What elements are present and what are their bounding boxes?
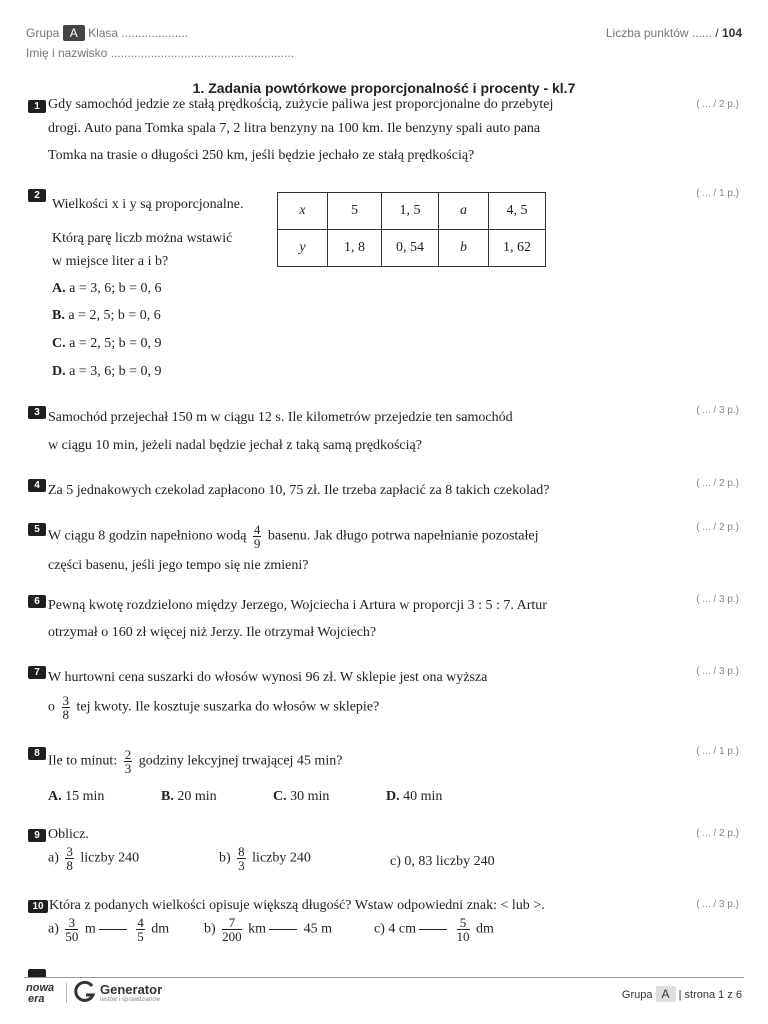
generator-logo — [74, 980, 96, 1009]
task-number: 10 — [28, 900, 48, 913]
class-field[interactable]: .................... — [121, 26, 189, 40]
footer-group-label: Grupa — [621, 989, 653, 1001]
nowa-era-logo: nowa era — [26, 982, 55, 1005]
task-number: 4 — [28, 479, 46, 492]
generator-g-icon — [74, 980, 96, 1004]
task-number: 5 — [28, 523, 46, 536]
task-points: ( ... / 3 p.) — [696, 594, 739, 605]
table-cell: x — [299, 203, 306, 218]
task-number: 7 — [28, 666, 46, 679]
task-number: 8 — [28, 747, 46, 760]
next-task-marker — [28, 969, 46, 977]
task-points: ( ... / 2 p.) — [696, 478, 739, 489]
task-text: Za 5 jednakowych czekolad zapłacono 10, 75 zł. Ile trzeba zapłacić za 8 takich czekolad? — [48, 483, 550, 498]
answer-option[interactable]: D. 40 min — [386, 789, 443, 804]
subtask: a) $\frac{3}{8}$ liczby 240 — [48, 844, 140, 873]
table-cell: 4, 5 — [489, 193, 546, 230]
subtask: a) $\frac{3}{50}$ m $\frac{4}{5}$ dm — [48, 915, 170, 944]
task-text: części basenu, jeśli jego tempo się nie zmieni? — [48, 558, 309, 573]
subtask: c) 0, 83 liczby 240 — [390, 854, 495, 869]
task-text: Tomka na trasie o długości 250 km, jeśli będzie jechało ze stałą prędkością? — [48, 148, 475, 163]
table-cell: b — [460, 240, 467, 255]
points-total: 104 — [721, 26, 742, 40]
task-text: Pewną kwotę rozdzielono między Jerzego, Wojciecha i Artura w proporcji 3 : 5 : 7. Artur — [48, 598, 547, 613]
task-text: Oblicz. — [48, 827, 89, 842]
fraction: $\frac{3}{8}$ — [66, 844, 73, 873]
generator-subtitle: testów i sprawdzianów — [100, 997, 161, 1003]
task-text: Którą parę liczb można wstawić — [52, 231, 233, 246]
table-cell: 5 — [328, 193, 382, 230]
task-points: ( ... / 2 p.) — [696, 522, 739, 533]
task-points: ( ... / 3 p.) — [696, 899, 739, 910]
name-label: Imię i nazwisko — [26, 46, 108, 60]
fraction: $\frac{2}{3}$ — [124, 747, 132, 776]
task-text: w miejsce liter a i b? — [52, 254, 169, 269]
fraction: $\frac{3}{50}$ — [65, 915, 79, 944]
header-group — [26, 26, 188, 40]
task-points: ( ... / 2 p.) — [696, 99, 739, 110]
task-text: W hurtowni cena suszarki do włosów wynosi 96 zł. W sklepie jest ona wyższa — [48, 670, 488, 685]
task-text: Samochód przejechał 150 m w ciągu 12 s. Ile kilometrów przejedzie ten samochód — [48, 410, 513, 425]
proportion-table — [277, 192, 546, 267]
logo-divider — [66, 983, 67, 1003]
task-text: Która z podanych wielkości opisuje większą długość? Wstaw odpowiedni znak: < lub >. — [49, 898, 545, 913]
generator-title: Generator — [100, 982, 163, 997]
table-cell: 0, 54 — [382, 230, 439, 267]
task-text: drogi. Auto pana Tomka spala 7, 2 litra benzyny na 100 km. Ile benzyny spali auto pana — [48, 121, 541, 136]
table-cell: 1, 8 — [328, 230, 382, 267]
answer-option[interactable]: A. 15 min — [48, 789, 105, 804]
task-points: ( ... / 1 p.) — [696, 746, 739, 757]
answer-option[interactable]: C. 30 min — [273, 789, 330, 804]
subtask: b) $\frac{7}{200}$ km 45 m — [204, 915, 332, 944]
points-field[interactable]: ...... — [691, 26, 712, 40]
answer-option[interactable]: A. a = 3, 6; b = 0, 6 — [52, 281, 162, 296]
comparison-blank[interactable] — [269, 929, 297, 930]
answer-option[interactable]: D. a = 3, 6; b = 0, 9 — [52, 364, 162, 379]
footer-page-info — [622, 987, 742, 1001]
footer-group-badge: A — [656, 986, 676, 1002]
task-text: Gdy samochód jedzie ze stałą prędkością, zużycie paliwa jest proporcjonalne do przebytej — [48, 97, 554, 112]
points-label: Liczba punktów — [605, 26, 689, 40]
task-text: W ciągu 8 godzin napełniono wodą $\frac{4}{9}$ basenu. Jak długo potrwa napełnianie pozostałej — [48, 522, 539, 551]
task-text: Wielkości x i y są proporcjonalne. — [52, 197, 244, 212]
task-number: 6 — [28, 595, 46, 608]
answer-option[interactable]: C. a = 2, 5; b = 0, 9 — [52, 336, 162, 351]
task-number: 2 — [28, 189, 46, 202]
table-cell: y — [299, 240, 306, 255]
header-points — [606, 26, 742, 40]
header-name — [26, 46, 294, 60]
name-field[interactable]: ....................................................... — [110, 46, 295, 60]
task-text: w ciągu 10 min, jeżeli nadal będzie jechał z taką samą prędkością? — [48, 438, 422, 453]
table-cell: a — [460, 203, 467, 218]
comparison-blank[interactable] — [99, 929, 127, 930]
fraction: $\frac{4}{5}$ — [137, 915, 144, 944]
answer-option[interactable]: B. a = 2, 5; b = 0, 6 — [52, 308, 161, 323]
task-number: 3 — [28, 406, 46, 419]
task-text: Ile to minut: $\frac{2}{3}$ godziny lekcyjnej trwającej 45 min? — [48, 747, 343, 776]
subtask: b) $\frac{8}{3}$ liczby 240 — [219, 844, 311, 873]
group-label: Grupa — [26, 26, 60, 40]
answer-option[interactable]: B. 20 min — [161, 789, 217, 804]
task-text: otrzymał o 160 zł więcej niż Jerzy. Ile otrzymał Wojciech? — [48, 625, 377, 640]
fraction: $\frac{5}{10}$ — [456, 915, 470, 944]
task-points: ( ... / 2 p.) — [696, 828, 739, 839]
task-number: 9 — [28, 829, 46, 842]
task-points: ( ... / 1 p.) — [696, 188, 739, 199]
fraction: $\frac{3}{8}$ — [62, 693, 69, 722]
footer-divider — [24, 977, 744, 978]
fraction: $\frac{8}{3}$ — [238, 844, 245, 873]
points-sep: / — [715, 26, 719, 40]
task-points: ( ... / 3 p.) — [696, 666, 739, 677]
task-text: o $\frac{3}{8}$ tej kwoty. Ile kosztuje suszarka do włosów w sklepie? — [48, 693, 380, 722]
class-label: Klasa — [88, 26, 119, 40]
task-number: 1 — [28, 100, 46, 113]
table-cell: 1, 5 — [382, 193, 439, 230]
subtask: c) 4 cm $\frac{5}{10}$ dm — [374, 915, 494, 944]
page-title: 1. Zadania powtórkowe proporcjonalność i procenty - kl.7 — [192, 80, 576, 96]
comparison-blank[interactable] — [419, 929, 447, 930]
footer-page-number: | strona 1 z 6 — [678, 989, 742, 1001]
group-badge: A — [63, 25, 85, 41]
table-cell: 1, 62 — [489, 230, 546, 267]
fraction: $\frac{7}{200}$ — [222, 915, 242, 944]
fraction: $\frac{4}{9}$ — [253, 522, 261, 551]
task-points: ( ... / 3 p.) — [696, 405, 739, 416]
